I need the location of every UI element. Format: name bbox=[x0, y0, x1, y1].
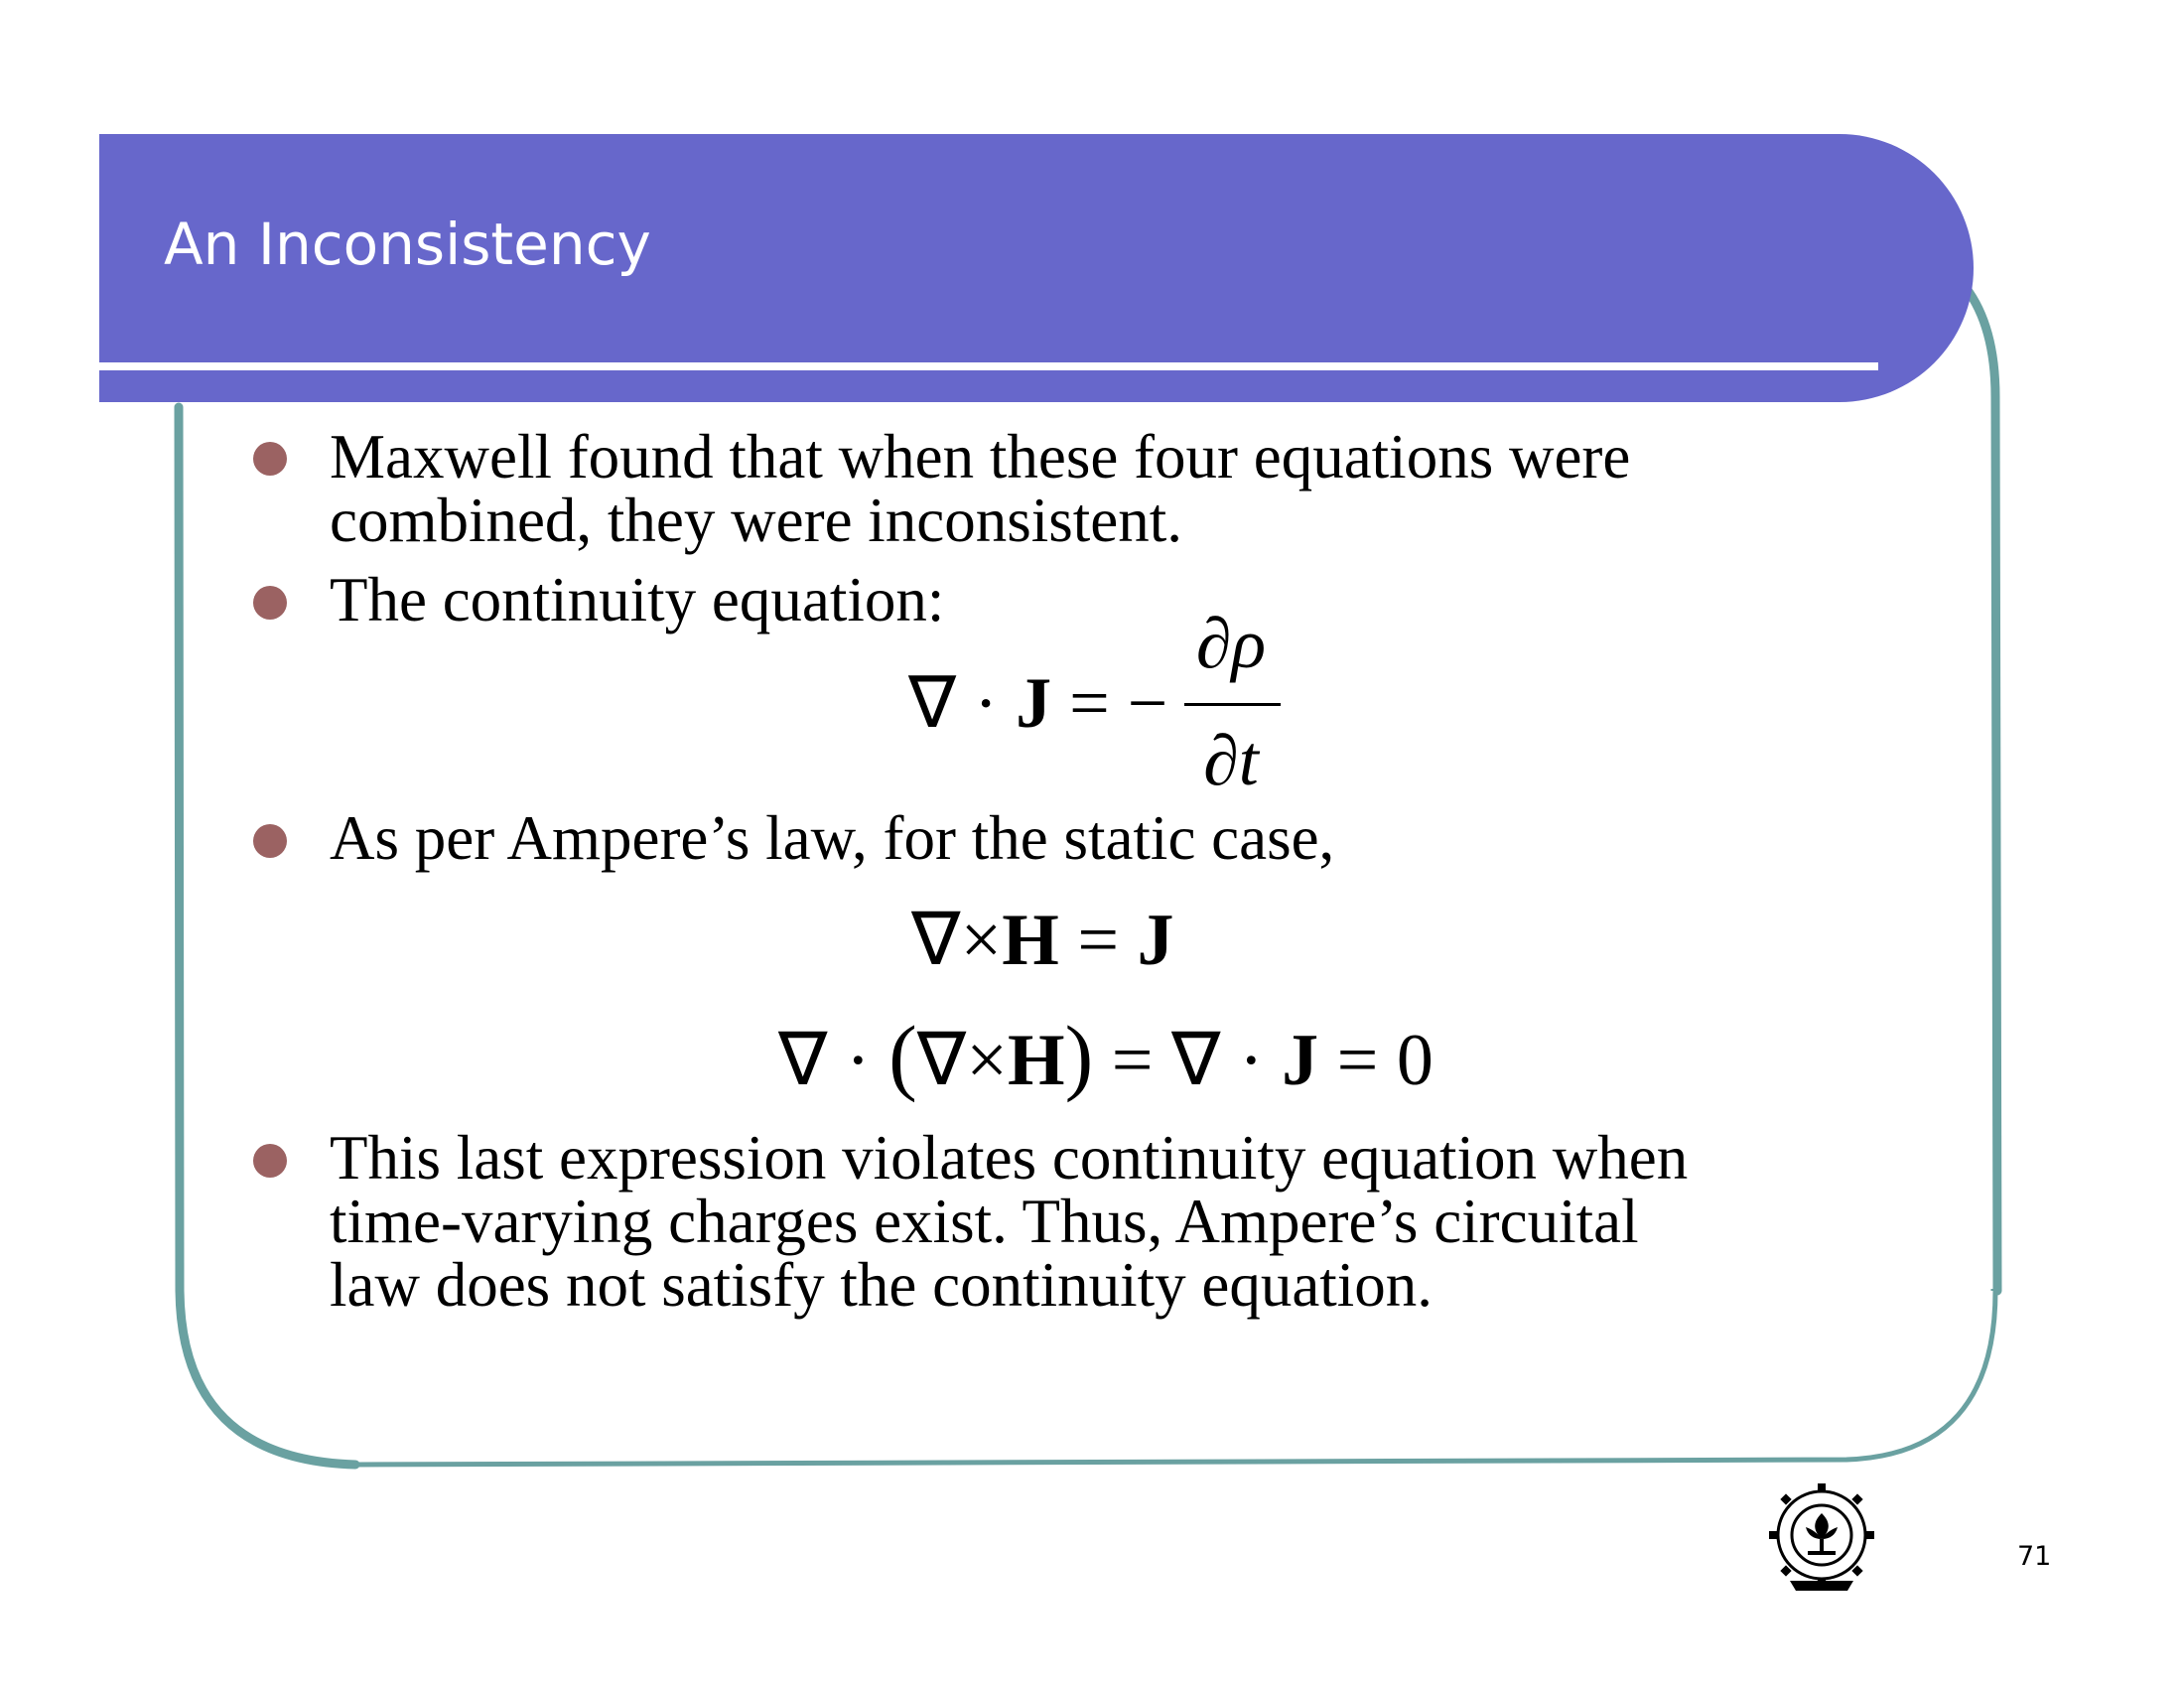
header-rule bbox=[99, 362, 1878, 370]
bullet-dot bbox=[253, 824, 287, 858]
slide-title: An Inconsistency bbox=[164, 211, 651, 278]
bullet-text-2 bbox=[330, 565, 945, 634]
text-line: This last expression violates continuity equation when bbox=[330, 1123, 1689, 1193]
ampere-equation: ∇×H = J bbox=[911, 900, 1174, 981]
bullet-dot bbox=[253, 442, 287, 476]
text-line: combined, they were inconsistent. bbox=[330, 486, 1183, 555]
bullet-text-3 bbox=[330, 803, 1335, 873]
divergence-equation: ∇ · (∇×H) = ∇ · J = 0 bbox=[778, 1008, 1433, 1103]
iit-emblem-icon bbox=[1762, 1477, 1881, 1597]
bullet-text-4 bbox=[330, 1123, 1689, 1320]
equation-lhs: ∇ · J = − bbox=[908, 663, 1168, 743]
bullet-text-1 bbox=[330, 422, 1631, 555]
text-line: time-varying charges exist. Thus, Ampere’s circuital bbox=[330, 1187, 1639, 1256]
bullet-dot bbox=[253, 586, 287, 620]
equation-numerator: ∂ρ bbox=[1195, 604, 1267, 683]
text-line: The continuity equation: bbox=[330, 565, 945, 634]
equation-denominator: ∂t bbox=[1203, 721, 1259, 800]
text-line: law does not satisfy the continuity equation. bbox=[330, 1250, 1433, 1320]
bullet-dot bbox=[253, 1144, 287, 1178]
page-number: 71 bbox=[2017, 1541, 2052, 1572]
fraction-bar bbox=[1184, 703, 1281, 706]
text-line: Maxwell found that when these four equations were bbox=[330, 422, 1631, 492]
text-line: As per Ampere’s law, for the static case, bbox=[330, 803, 1335, 873]
